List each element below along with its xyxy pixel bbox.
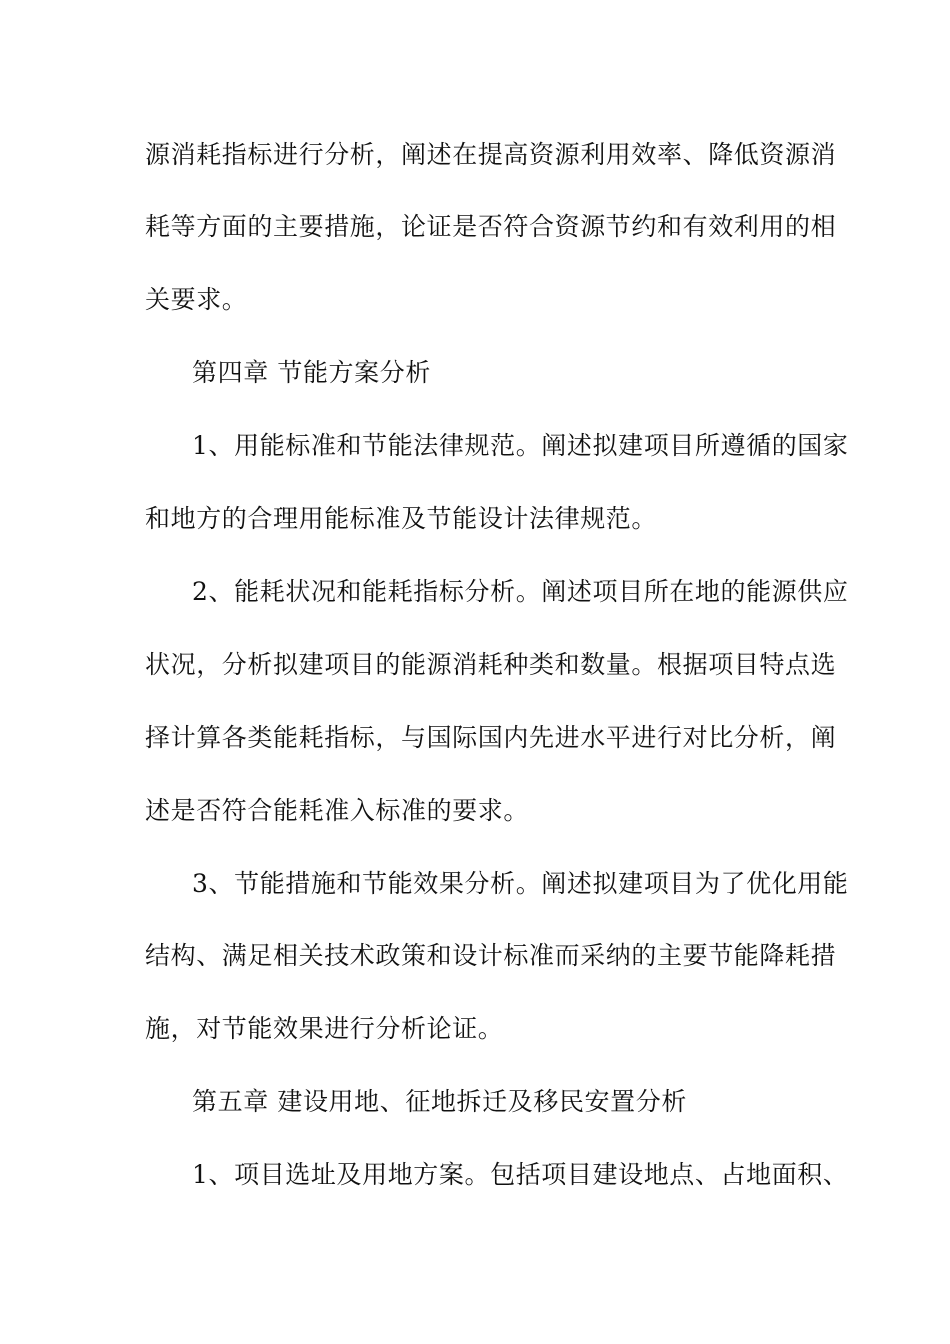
body-text-line: 和地方的合理用能标准及节能设计法律规范。 xyxy=(145,504,658,533)
chapter-heading: 第四章 节能方案分析 xyxy=(192,358,431,387)
body-text-line: 述是否符合能耗准入标准的要求。 xyxy=(145,796,530,825)
body-text-line: 状况，分析拟建项目的能源消耗种类和数量。根据项目特点选 xyxy=(145,650,837,679)
body-text-line: 结构、满足相关技术政策和设计标准而采纳的主要节能降耗措 xyxy=(145,941,837,970)
body-text-line: 1、用能标准和节能法律规范。阐述拟建项目所遵循的国家 xyxy=(192,431,849,460)
body-text-line: 择计算各类能耗指标，与国际国内先进水平进行对比分析，阐 xyxy=(145,723,837,752)
body-text-line: 施，对节能效果进行分析论证。 xyxy=(145,1014,504,1043)
body-text-line: 1、项目选址及用地方案。包括项目建设地点、占地面积、 xyxy=(192,1160,849,1189)
body-text-line: 源消耗指标进行分析，阐述在提高资源利用效率、降低资源消 xyxy=(145,140,837,169)
body-text-line: 耗等方面的主要措施，论证是否符合资源节约和有效利用的相 xyxy=(145,212,837,241)
body-text-line: 2、能耗状况和能耗指标分析。阐述项目所在地的能源供应 xyxy=(192,577,849,606)
body-text-line: 关要求。 xyxy=(145,285,248,314)
chapter-heading: 第五章 建设用地、征地拆迁及移民安置分析 xyxy=(192,1087,687,1116)
body-text-line: 3、节能措施和节能效果分析。阐述拟建项目为了优化用能 xyxy=(192,869,849,898)
